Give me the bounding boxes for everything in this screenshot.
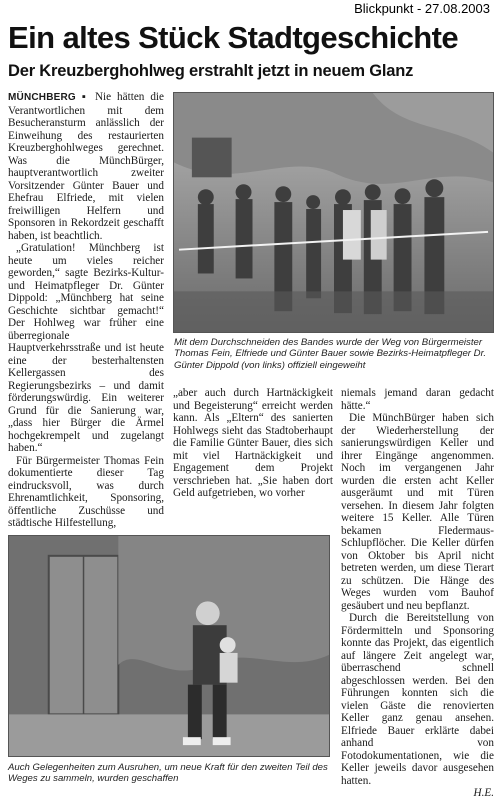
photo-ribbon-cutting <box>173 92 494 333</box>
paragraph-text: Nie hätten die Verantwortlichen mit dem Besucheransturm anlässlich der Einweihung des restaurierten Kreuzberghohlweges gerechnet. Was die MünchBürger, hauptverantwortlich zweiter Vorsitzender Günter Bauer und Ehefrau Elfriede, mit vielen freiwilligen Helfern und Sponsoren in Rekordzeit geschafft haben, ist beachtlich. <box>8 91 165 242</box>
paragraph: „Gratulation! Münchberg ist heute um vieles reicher geworden,“ sagte Bezirks-Kultur- und Heimatpfleger Dr. Günter Dippold: „Münchberg hat seine Geschichte sichtbar gemacht!“ Der Hohlweg war früher eine überregionale Hauptverkehrsstraße und ist heute eine der besterhaltensten Kellergassen des Regierungsbezirks – und damit förderungswürdig. Ein weiterer Grund für die Sanierung war, „dass hier Bürger die Ärmel hochgekrempelt und zugelangt haben.“ <box>8 242 164 454</box>
dateline-marker-icon: ▪ <box>81 91 89 103</box>
paragraph: Die MünchBürger haben sich der Wiederherstellung der sanierungswürdigen Keller und ihrer Eingänge angenommen. Noch im vergangenen Jahr wurden die ersten acht Keller ausgeräumt und mit Türen versehen. In diesem Jahr folgten weitere 15 Keller. Alle Türen bekamen Fledermaus-Schlupflöcher. Die Keller dürfen von Oktober bis April nicht betreten werden, um diese Tierart zu schützen. Die Hänge des Weges wurden vom Bauhof gesäubert und neu bepflanzt. <box>341 412 494 612</box>
ribbon-cutting-image <box>174 93 493 332</box>
article-column-2 <box>173 387 333 527</box>
paragraph: Für Bürgermeister Thomas Fein dokumentierte dieser Tag eindrucksvoll, was durch Ehrenamtlichkeit, Sponsoring, öffentliche Zuschüsse und städtische Hilfestellung, <box>8 454 164 529</box>
paragraph: niemals jemand daran gedacht hätte.“ <box>341 387 494 412</box>
photo-caption: Mit dem Durchschneiden des Bandes wurde der Weg von Bürgermeister Thomas Fein, Elfriede und Günter Bauer sowie Bezirks-Heimatpfleger Dr. Günter Dippold (von links) offiziell eingeweiht <box>174 337 487 371</box>
article-column-1 <box>8 91 164 591</box>
lead-paragraph <box>8 91 164 242</box>
headline: Ein altes Stück Stadtgeschichte <box>8 20 458 55</box>
resting-bench-image <box>9 536 329 756</box>
article-column-3 <box>341 387 494 799</box>
photo-caption: Auch Gelegenheiten zum Ausruhen, um neue Kraft für den zweiten Teil des Weges zu sammeln, wurden geschaffen <box>8 762 328 785</box>
photo-resting-bench <box>8 535 330 757</box>
dateline: MÜNCHBERG <box>8 92 76 103</box>
paragraph: „aber auch durch Hartnäckigkeit und Begeisterung“ erreicht werden kann. Als „Eltern“ des sanierten Hohlwegs sieht das Stadtoberhaupt die Familie Günter Bauer, dies sich mit viel Hartnäckigkeit und Engagement dem Projekt verschrieben hat. „Sie haben dort Geld aufgetrieben, wo vorher <box>173 387 333 499</box>
subheadline: Der Kreuzberghohlweg erstrahlt jetzt in neuem Glanz <box>8 62 414 80</box>
source-line: Blickpunkt - 27.08.2003 <box>354 1 490 16</box>
author-signature: H.E. <box>473 787 494 799</box>
paragraph: Durch die Bereitstellung von Fördermitteln und Sponsoring konnte das Projekt, das eigentlich auf längere Zeit angelegt war, überraschend schnell abgeschlossen werden. Bei den Führungen konnten sich die vielen Gäste die renovierten Keller ganz genau ansehen. Elfriede Bauer erklärte dabei anhand von Fotodokumentationen, wie die Keller jeweils davor ausgesehen hatten. <box>341 612 494 787</box>
